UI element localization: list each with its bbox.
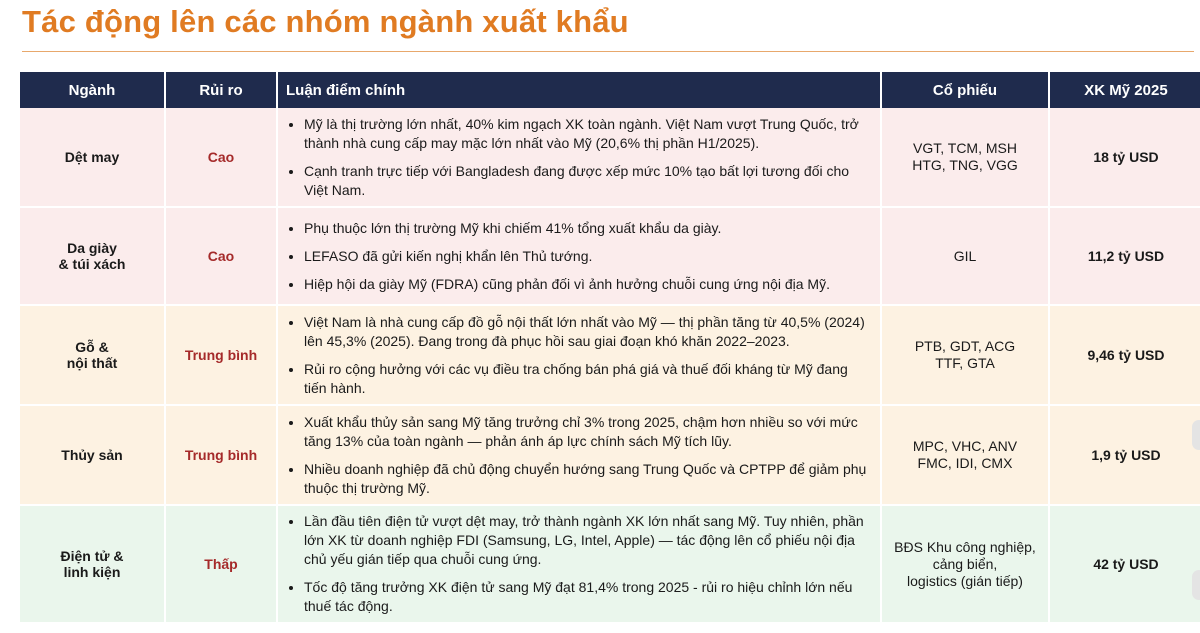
thesis-point: • Lần đầu tiên điện tử vượt dệt may, trở thành ngành XK lớn nhất sang Mỹ. Tuy nhiên, phần lớn XK từ doanh nghiệp FDI (Samsung, LG, Intel, Apple) — tác động lên cổ phiếu nội địa chủ yếu gián tiếp qua chuỗi cung ứng. [304,512,874,569]
stock-line: GIL [953,247,977,264]
stock-line: HTG, TNG, VGG [912,157,1018,173]
thesis-list [286,413,874,498]
stocks-cell [882,306,1048,404]
risk-cell: Trung bình [166,406,276,504]
export-value-cell: 18 tỷ USD [1050,108,1200,206]
stock-line: TTF, GTA [935,355,995,371]
thesis-point: • Mỹ là thị trường lớn nhất, 40% kim ngạch XK toàn ngành. Việt Nam vượt Trung Quốc, trở thành nhà cung cấp may mặc lớn nhất vào Mỹ (20,6% thị phần H1/2025). [304,115,874,153]
export-value-cell: 9,46 tỷ USD [1050,306,1200,404]
table-row [20,306,1200,404]
risk-cell: Cao [166,108,276,206]
thesis-list [286,115,874,200]
stocks-cell [882,506,1048,622]
sector-cell [20,506,164,622]
sector-line: Da giày [67,240,117,256]
export-value-cell: 11,2 tỷ USD [1050,208,1200,304]
sector-cell [20,108,164,206]
table-row [20,406,1200,504]
thesis-point: • Cạnh tranh trực tiếp với Bangladesh đang được xếp mức 10% tạo bất lợi tương đối cho Việt Nam. [304,162,874,200]
thesis-cell [278,306,880,404]
thesis-cell [278,208,880,304]
export-value-cell: 1,9 tỷ USD [1050,406,1200,504]
table-row [20,208,1200,304]
sector-line: Điện tử & [60,548,124,564]
thesis-list [286,219,874,294]
risk-cell: Cao [166,208,276,304]
stock-line: FMC, IDI, CMX [917,455,1013,471]
stocks-cell [882,108,1048,206]
stock-line: cảng biển, [932,555,998,572]
header-export: XK Mỹ 2025 [1050,72,1200,108]
thesis-cell [278,108,880,206]
sector-line: Dệt may [64,149,120,165]
sector-line: Gỗ & [75,339,109,355]
table-header-row [20,72,1200,108]
thesis-point: • Nhiều doanh nghiệp đã chủ động chuyển hướng sang Trung Quốc và CPTPP để giảm phụ thuộc thị trường Mỹ. [304,460,874,498]
thesis-point: • Việt Nam là nhà cung cấp đồ gỗ nội thất lớn nhất vào Mỹ — thị phần tăng từ 40,5% (2024) lên 45,3% (2025). Đang trong đà phục hồi sau giai đoạn khó khăn 2022–2023. [304,313,874,351]
sector-line: Thủy sản [61,447,123,463]
edge-shadow [1192,570,1200,600]
header-sector: Ngành [20,72,164,108]
thesis-point: • Hiệp hội da giày Mỹ (FDRA) cũng phản đối vì ảnh hưởng chuỗi cung ứng nội địa Mỹ. [304,275,874,294]
risk-cell: Thấp [166,506,276,622]
risk-cell: Trung bình [166,306,276,404]
header-risk: Rủi ro [166,72,276,108]
stock-line: VGT, TCM, MSH [913,140,1017,156]
sector-cell [20,208,164,304]
export-sectors-table [18,72,1200,622]
thesis-point: • Xuất khẩu thủy sản sang Mỹ tăng trưởng chỉ 3% trong 2025, chậm hơn nhiều so với mức tăng 13% của toàn ngành — phản ánh áp lực chính sách Mỹ tích lũy. [304,413,874,451]
thesis-cell [278,406,880,504]
header-stocks: Cổ phiếu [882,72,1048,108]
title-divider [22,51,1194,52]
sector-line: nội thất [66,355,118,371]
stock-line: logistics (gián tiếp) [907,572,1023,589]
thesis-point: • Rủi ro cộng hưởng với các vụ điều tra chống bán phá giá và thuế đối kháng từ Mỹ đang tiến hành. [304,360,874,398]
export-value-cell: 42 tỷ USD [1050,506,1200,622]
thesis-point: • LEFASO đã gửi kiến nghị khẩn lên Thủ tướng. [304,247,874,266]
thesis-point: • Tốc độ tăng trưởng XK điện tử sang Mỹ đạt 81,4% trong 2025 - rủi ro hiệu chỉnh lớn nếu thuế tác động. [304,578,874,616]
table-row [20,506,1200,622]
header-thesis: Luận điểm chính [278,72,880,108]
stock-line: BĐS Khu công nghiệp, [894,538,1036,555]
sector-line: & túi xách [58,256,126,272]
thesis-list [286,313,874,398]
stock-line: MPC, VHC, ANV [912,438,1018,454]
page-title: Tác động lên các nhóm ngành xuất khẩu [22,4,629,39]
table-row [20,108,1200,206]
sector-cell [20,306,164,404]
stocks-cell [882,406,1048,504]
edge-shadow [1192,420,1200,450]
thesis-cell [278,506,880,622]
sector-cell [20,406,164,504]
sector-line: linh kiện [63,564,121,580]
thesis-point: • Phụ thuộc lớn thị trường Mỹ khi chiếm 41% tổng xuất khẩu da giày. [304,219,874,238]
stock-line: PTB, GDT, ACG [914,338,1016,354]
thesis-list [286,512,874,616]
stocks-cell [882,208,1048,304]
